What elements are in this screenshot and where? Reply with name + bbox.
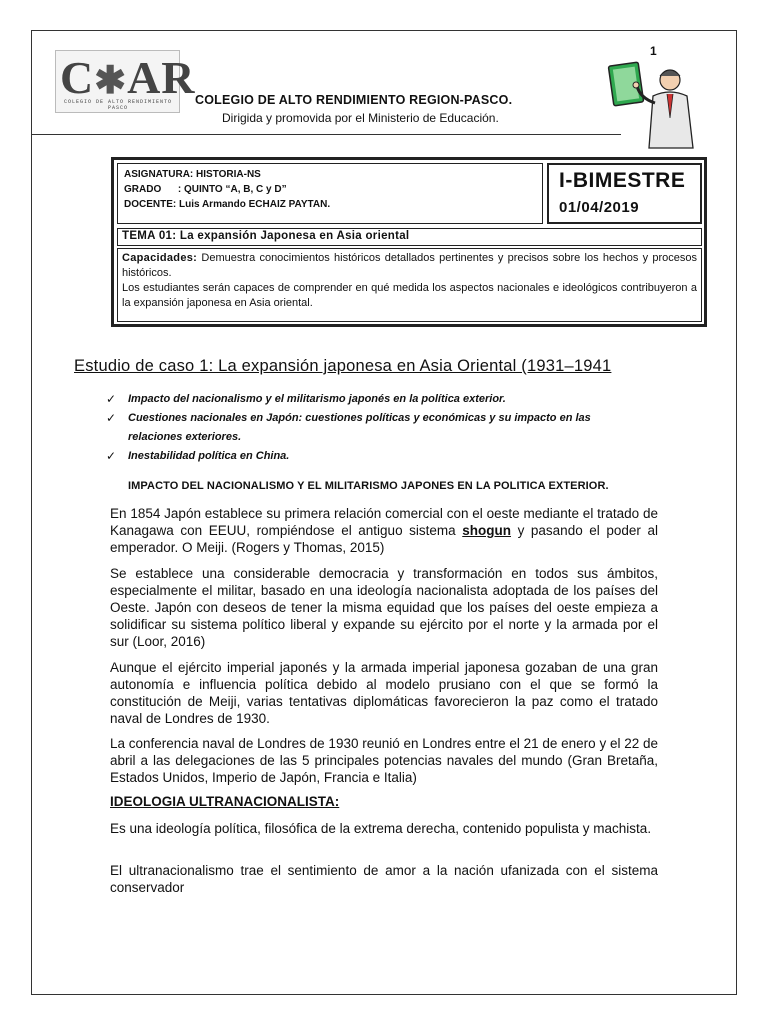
school-logo	[55, 50, 196, 113]
bimester-title: I-BIMESTRE	[559, 169, 686, 192]
capacities-desc-2: Los estudiantes serán capaces de comprender en qué medida los aspectos nacionales e ideológicos contribuyeron a la expansión japonesa en Asia oriental.	[122, 282, 697, 309]
logo-star-icon: ✱	[94, 60, 128, 102]
paragraph-6: El ultranacionalismo trae el sentimiento de amor a la nación ufanizada con el sistema conservador	[110, 863, 658, 895]
capacities-text	[122, 251, 697, 311]
logo-letter-c: C	[60, 52, 95, 103]
paragraph-2: Se establece una considerable democracia y transformación en todos sus ámbitos, especialmente el militar, basado en una ideología nacionalista adoptada de los países del Oeste. Japón con deseos de tener la misma equidad que los países del oeste empieza a solidificar su sistema político liberal y expande su ejército por el norte y la armada por el sur (Loor, 2016)	[110, 566, 658, 649]
check-icon: ✓	[106, 411, 117, 425]
section-heading: IMPACTO DEL NACIONALISMO Y EL MILITARISMO JAPONES EN LA POLITICA EXTERIOR.	[128, 480, 609, 492]
paragraph-4: La conferencia naval de Londres de 1930 reunió en Londres entre el 21 de enero y el 22 de abril a las delegaciones de las 5 principales potencias navales del mundo (Gran Bretaña, Estados Unidos, Imperio de Japón, Francia e Italia)	[110, 736, 658, 785]
bullet-item: ✓ Inestabilidad política en China.	[106, 447, 646, 466]
capacities-label: Capacidades:	[122, 252, 198, 264]
capacities-desc: Demuestra conocimientos históricos detallados pertinentes y precisos sobre los hechos y procesos históricos.	[122, 252, 697, 279]
paragraph-3: Aunque el ejército imperial japonés y la armada imperial japonesa gozaban de una gran autonomía e influencia política debido al modelo prusiano con el que se formó la constitución de Meiji, varias tentativas diplomáticas favorecieron la paz como el tratado naval de Londres de 1930.	[110, 660, 658, 726]
grade-label: GRADO : QUINTO “A, B, C y D”	[124, 184, 287, 195]
page-number: 1	[650, 44, 657, 58]
logo-motto: COLEGIO DE ALTO RENDIMIENTO PASCO	[63, 99, 172, 111]
bullet-item: ✓ Cuestiones nacionales en Japón: cuestiones políticas y económicas y su impacto en las relaciones exteriores.	[106, 411, 591, 443]
header-divider	[31, 134, 621, 135]
paragraph-5: Es una ideología política, filosófica de la extrema derecha, contenido populista y machista.	[110, 821, 652, 836]
teacher-illustration-icon	[605, 58, 700, 153]
bimester-cell	[547, 163, 702, 224]
shogun-term: shogun	[462, 523, 511, 538]
course-info-box	[111, 157, 707, 327]
teacher-label: DOCENTE: Luis Armando ECHAIZ PAYTAN.	[124, 199, 331, 210]
case-study-title: Estudio de caso 1: La expansión japonesa en Asia Oriental (1931–1941	[74, 357, 612, 375]
bimester-date: 01/04/2019	[559, 199, 640, 216]
check-icon: ✓	[106, 449, 117, 463]
school-subtitle: Dirigida y promovida por el Ministerio de Educación.	[222, 111, 499, 125]
case-study-bullets	[106, 390, 646, 466]
capacities-cell	[117, 248, 702, 322]
check-icon: ✓	[106, 392, 117, 406]
school-name: COLEGIO DE ALTO RENDIMIENTO REGION-PASCO.	[195, 93, 513, 107]
bullet-item: ✓ Impacto del nacionalismo y el militarismo japonés en la política exterior.	[106, 390, 646, 409]
topic-title: TEMA 01: La expansión Japonesa en Asia oriental	[122, 230, 410, 242]
course-details-cell	[117, 163, 543, 224]
paragraph-1: En 1854 Japón establece su primera relación comercial con el oeste mediante el tratado de Kanagawa con EEUU, rompiéndose el antiguo sistema shogun y pasando el poder al emperador. O Meiji. (Rogers y Thomas, 2015)	[110, 506, 658, 555]
topic-cell	[117, 228, 702, 246]
subject-label: ASIGNATURA: HISTORIA-NS	[124, 169, 261, 180]
logo-letters-ar: AR	[127, 52, 196, 103]
ultranationalism-heading: IDEOLOGIA ULTRANACIONALISTA:	[110, 794, 340, 809]
